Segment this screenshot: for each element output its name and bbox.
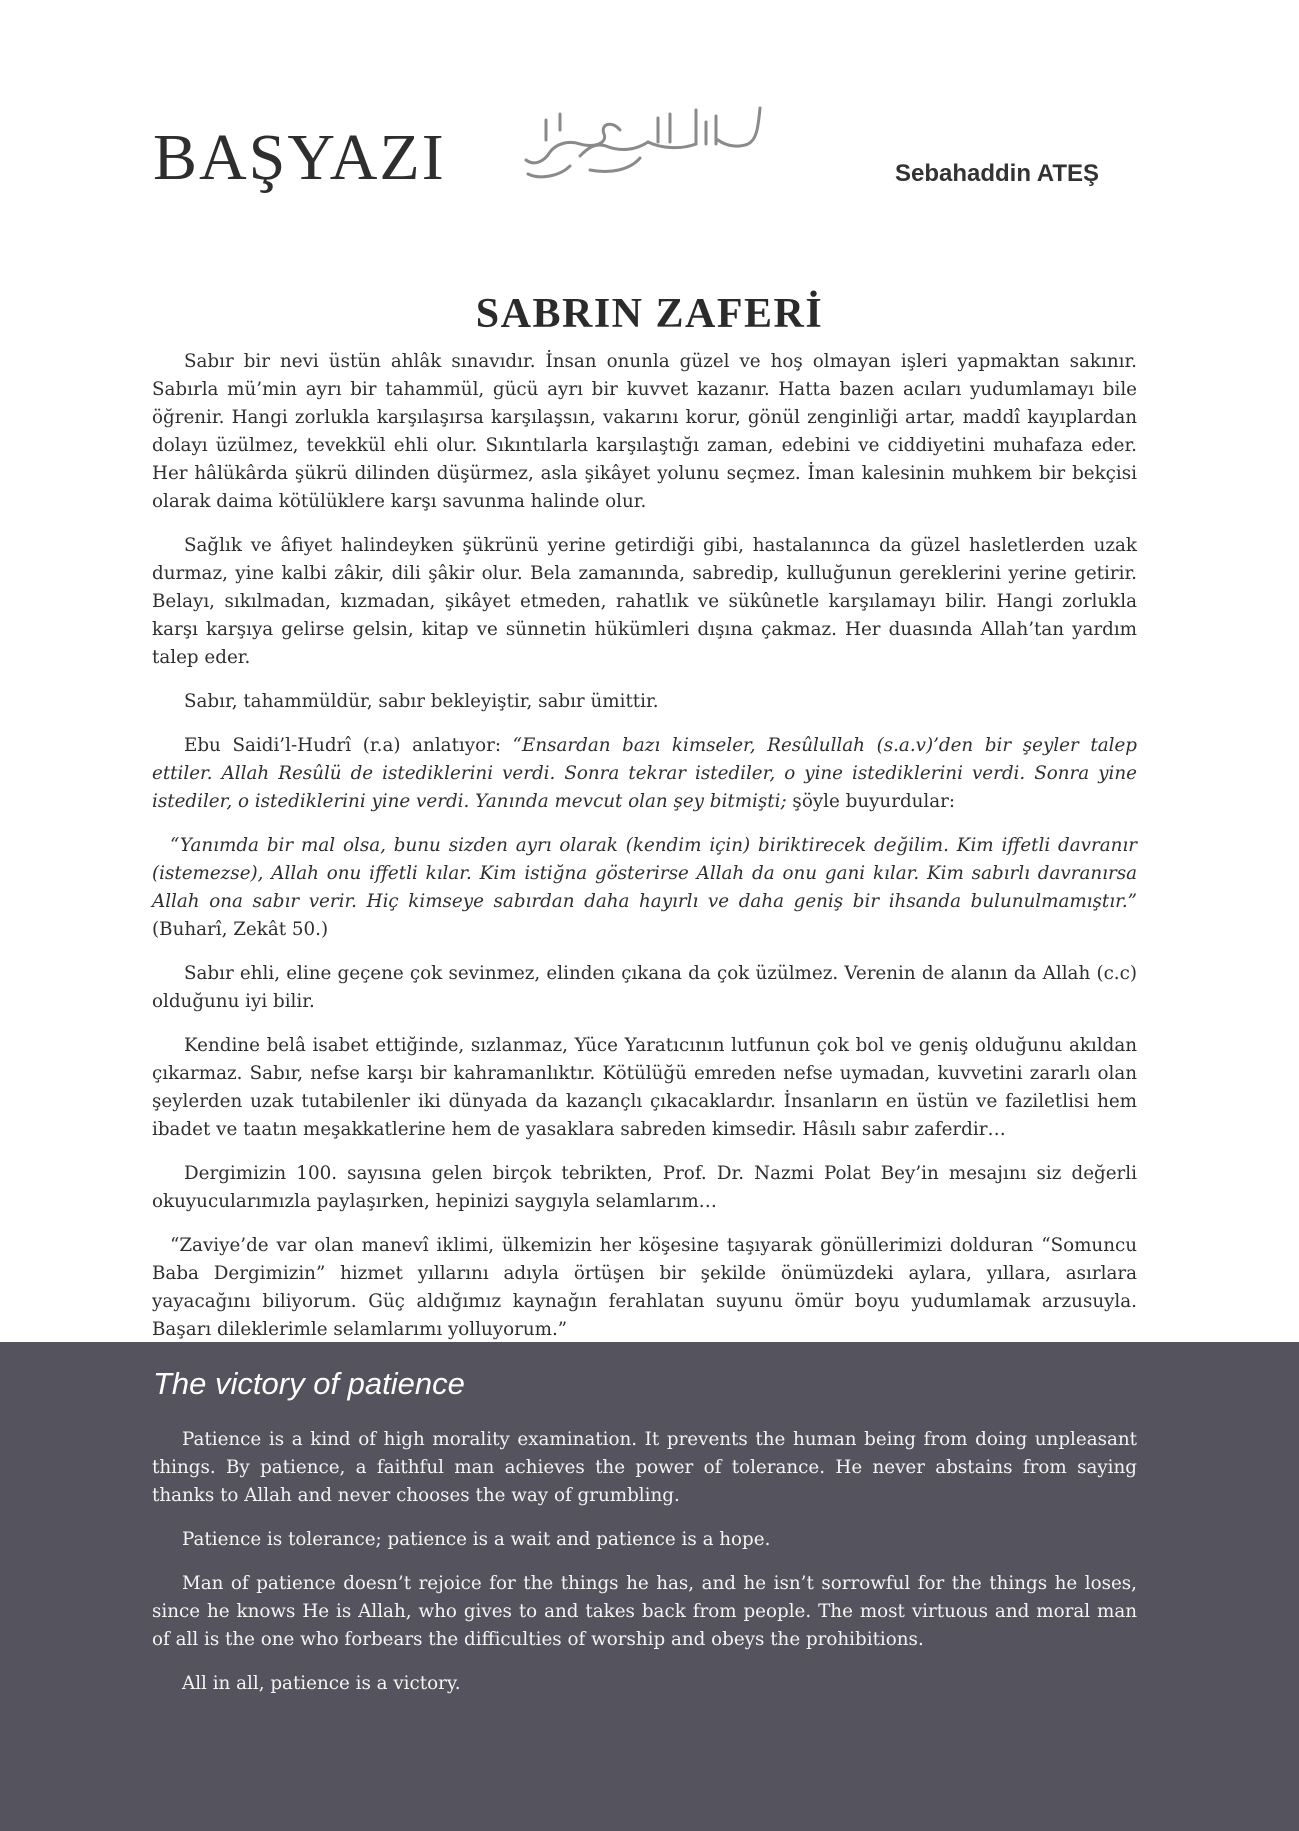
paragraph: Sabır ehli, eline geçene çok sevinmez, elinden çıkana da çok üzülmez. Verenin de alanın da Allah (c.c) olduğunu iyi bilir.	[152, 963, 1137, 1012]
english-summary-panel	[0, 1342, 1299, 1831]
paragraph: Sabır bir nevi üstün ahlâk sınavıdır. İnsan onunla güzel ve hoş olmayan işleri yapmaktan sakınır. Sabırla mü’min ayrı bir tahammül, gücü ayrı bir kuvvet kazanır. Hatta bazen acıları yudumlamayı bile öğrenir. Hangi zorlukla karşılaşırsa karşılaşsın, vakarını korur, gönül zenginliği artar, maddî kayıplardan dolayı üzülmez, tevekkül ehli olur. Sıkıntılarla karşılaştığı zaman, edebini ve ciddiyetini muhafaza eder. Her hâlükârda şükrü dilinden düşürmez, asla şikâyet yolunu seçmez. İman kalesinin muhkem bir bekçisi olarak daima kötülüklere karşı savunma halinde olur.	[152, 351, 1137, 512]
hadith-paragraph	[152, 732, 1137, 816]
quoted-message: “Zaviye’de var olan manevî iklimi, ülkemizin her köşesine taşıyarak gönüllerimizi dolduran “Somuncu Baba Dergimizin” hizmet yıllarını adıyla örtüşen bir şekilde önümüzdeki aylara, yıllara, asırlara yayacağını biliyorum. Güç aldığımız kaynağın ferahlatan suyunu ömür boyu yudumlamak arzusuyla. Başarı dileklerimle selamlarımı yolluyorum.”	[152, 1235, 1137, 1340]
page-header	[0, 0, 1299, 230]
english-body	[152, 1426, 1137, 1714]
article-title: SABRIN ZAFERİ	[475, 291, 824, 337]
citation: (Buharî, Zekât 50.)	[152, 919, 329, 940]
prophet-quote-paragraph	[152, 832, 1137, 944]
paragraph: Dergimizin 100. sayısına gelen birçok tebrikten, Prof. Dr. Nazmi Polat Bey’in mesajını siz değerli okuyucularımızla paylaşırken, hepinizi saygıyla selamlarım…	[152, 1163, 1137, 1212]
paragraph: Patience is a kind of high morality examination. It prevents the human being from doing unpleasant things. By patience, a faithful man achieves the power of tolerance. He never abstains from saying thanks to Allah and never chooses the way of grumbling.	[152, 1429, 1137, 1506]
hadith-quote: “Ensardan bazı kimseler, Resûlullah (s.a.v)’den bir şeyler talep ettiler. Allah Resûlü de istediklerini verdi. Sonra tekrar istediler, o yine istediklerini verdi. Sonra yine istediler, o istediklerini yine verdi. Yanında mevcut olan şey bitmişti;	[152, 735, 1137, 812]
paragraph: Sabır, tahammüldür, sabır bekleyiştir, sabır ümittir.	[184, 691, 659, 712]
author-name: Sebahaddin ATEŞ	[894, 160, 1099, 187]
hadith-intro: Ebu Saidi’l-Hudrî (r.a) anlatıyor:	[184, 735, 513, 756]
paragraph: Sağlık ve âfiyet halindeyken şükrünü yerine getirdiği gibi, hastalanınca da güzel hasletlerden uzak durmaz, yine kalbi zâkir, dili şâkir olur. Bela zamanında, sabredip, kulluğunun gereklerini yerine getirir. Belayı, sıkılmadan, kızmadan, şikâyet etmeden, rahatlık ve sükûnetle karşılamayı bilir. Hangi zorlukla karşı karşıya gelirse gelsin, kitap ve sünnetin hükümleri dışına çakmaz. Her duasında Allah’tan yardım talep eder.	[152, 535, 1137, 668]
paragraph: Man of patience doesn’t rejoice for the things he has, and he isn’t sorrowful for the things he loses, since he knows He is Allah, who gives to and takes back from people. The most virtuous and moral man of all is the one who forbears the difficulties of worship and obeys the prohibitions.	[152, 1573, 1137, 1650]
article-body-turkish	[152, 348, 1137, 1360]
basmala-calligraphy	[520, 100, 770, 185]
section-title: BAŞYAZI	[153, 121, 446, 194]
paragraph: Patience is tolerance; patience is a wait and patience is a hope.	[182, 1529, 771, 1550]
english-title: The victory of patience	[153, 1366, 465, 1401]
prophet-quote: “Yanımda bir mal olsa, bunu sizden ayrı olarak (kendim için) biriktirecek değilim. Kim iffetli davranır (istemezse), Allah onu iffetli kılar. Kim istiğna gösterirse Allah da onu gani kılar. Kim sabırlı davranırsa Allah ona sabır verir. Hiç kimseye sabırdan daha hayırlı ve daha geniş bir ihsanda bulunulmamıştır.”	[152, 835, 1137, 912]
paragraph: Kendine belâ isabet ettiğinde, sızlanmaz, Yüce Yaratıcının lutfunun çok bol ve geniş olduğunu akıldan çıkarmaz. Sabır, nefse karşı bir kahramanlıktır. Kötülüğü emreden nefse uymadan, kuvvetini zararlı olan şeylerden uzak tutabilenler iki dünyada da kazançlı çıkacaklardır. İnsanların en üstün ve faziletlisi hem ibadet ve taatın meşakkatlerine hem de yasaklara sabreden kimsedir. Hâsılı sabır zaferdir…	[152, 1035, 1137, 1140]
hadith-outro: şöyle buyurdular:	[786, 791, 956, 812]
paragraph: All in all, patience is a victory.	[182, 1673, 461, 1694]
